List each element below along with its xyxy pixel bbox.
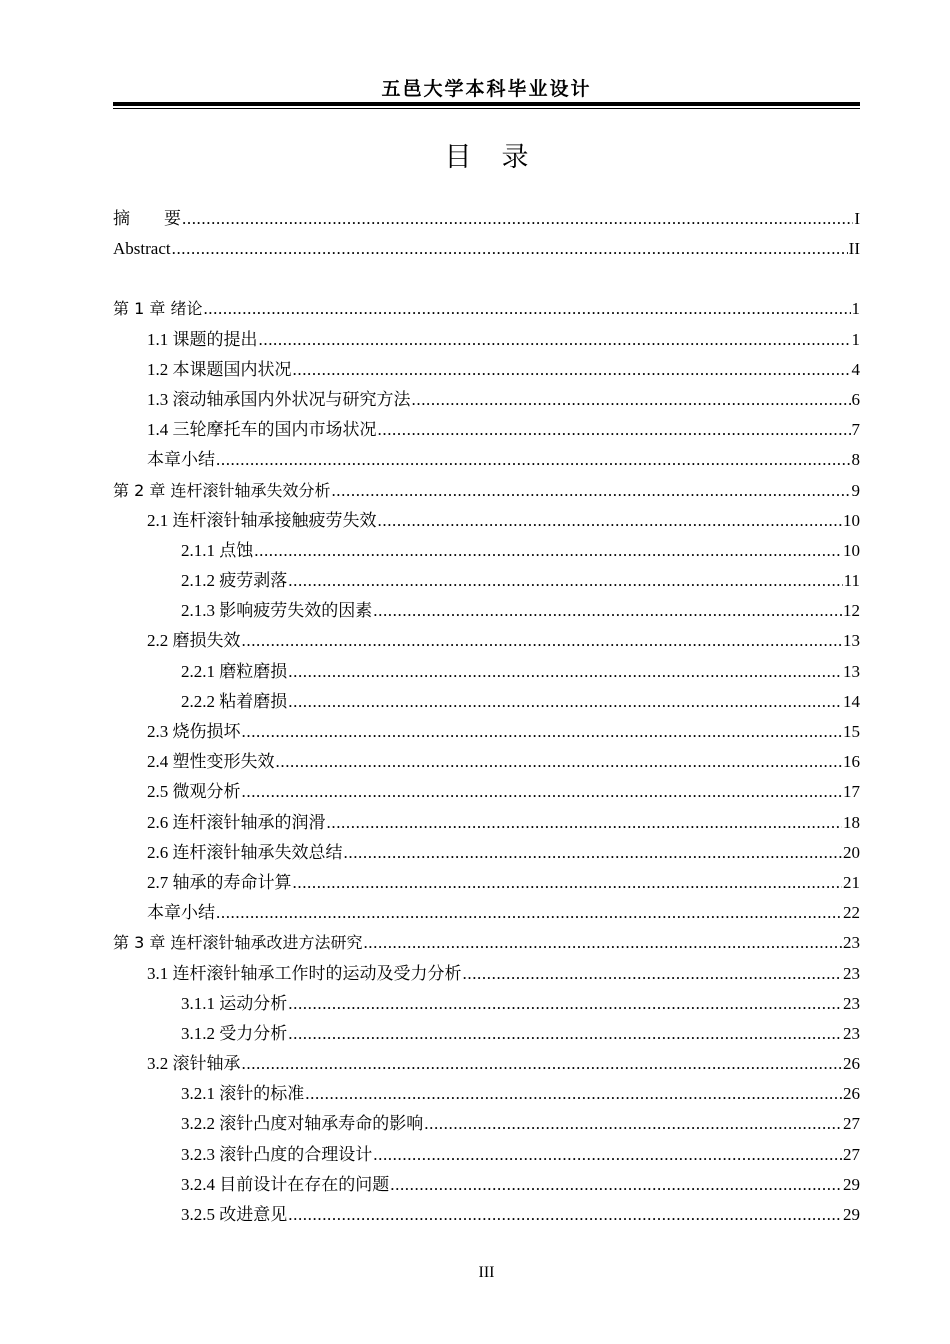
toc-dot-leader	[378, 415, 851, 445]
toc-entry[interactable]	[113, 1109, 860, 1139]
toc-page-number: 8	[851, 450, 860, 470]
toc-entry-title: 2.7 轴承的寿命计算	[147, 872, 292, 892]
toc-entry-title: 2.1.3 影响疲劳失效的因素	[181, 601, 373, 621]
toc-entry-title: 2.1.2 疲劳剥落	[181, 571, 288, 591]
toc-dot-leader	[172, 234, 848, 264]
running-header: 五邑大学本科毕业设计	[381, 78, 592, 100]
toc-dot-leader	[288, 1200, 842, 1230]
toc-entry[interactable]	[113, 234, 860, 264]
toc-dot-leader	[288, 657, 842, 687]
toc-page-number: 29	[843, 1174, 860, 1194]
toc-page-number: 6	[851, 389, 860, 409]
toc-dot-leader	[305, 1079, 842, 1109]
header-rule-thick	[113, 102, 860, 106]
toc-entry-title: 3.2.5 改进意见	[181, 1205, 288, 1224]
toc-dot-leader	[259, 325, 851, 355]
toc-dot-leader	[242, 717, 843, 747]
header-rule-thin	[113, 108, 860, 109]
toc-page-number: 10	[843, 540, 860, 560]
toc-entry-title: 第 3 章 连杆滚针轴承改进方法研究	[113, 933, 363, 953]
toc-entry-title: 第 2 章 连杆滚针轴承失效分析	[113, 480, 331, 500]
toc-entry[interactable]	[113, 1170, 860, 1200]
toc-entry-title: 3.2.1 滚针的标准	[181, 1084, 305, 1104]
toc-entry-title: 2.2.2 粘着磨损	[181, 691, 288, 711]
toc-entry[interactable]	[113, 959, 860, 989]
toc-page-number: 27	[843, 1114, 860, 1134]
toc-entry[interactable]	[113, 989, 860, 1019]
toc-dot-leader	[288, 1019, 842, 1049]
toc-page-number: 26	[843, 1084, 860, 1104]
toc-dot-leader	[424, 1109, 842, 1139]
toc-entry[interactable]	[113, 747, 860, 777]
toc-entry[interactable]	[113, 1140, 860, 1170]
toc-entry-title: 2.6 连杆滚针轴承的润滑	[147, 812, 326, 832]
toc-dot-leader	[242, 777, 843, 807]
toc-entry[interactable]	[113, 657, 860, 687]
toc-entry-title: 第 1 章 绪论	[113, 299, 203, 319]
toc-chapter-entry[interactable]	[113, 294, 860, 324]
toc-page-number: 7	[851, 420, 860, 440]
toc-entry-title: 2.1.1 点蚀	[181, 540, 254, 560]
toc-entry-title: 摘 要	[113, 209, 181, 228]
toc-dot-leader	[288, 687, 842, 717]
toc-dot-leader	[363, 928, 842, 958]
toc-entry[interactable]	[113, 1019, 860, 1049]
toc-page-number: 21	[843, 872, 860, 892]
toc-entry-title: 2.2 磨损失效	[147, 631, 241, 651]
toc-entry[interactable]	[113, 445, 860, 475]
toc-dot-leader	[242, 626, 843, 656]
toc-entry-title: 1.4 三轮摩托车的国内市场状况	[147, 420, 377, 440]
toc-page-number: 13	[843, 661, 860, 681]
toc-dot-leader	[390, 1170, 842, 1200]
toc-page-number: II	[848, 239, 860, 259]
toc-entry-title: 本章小结	[147, 903, 215, 923]
toc-dot-leader	[288, 989, 842, 1019]
table-of-contents	[113, 204, 860, 1230]
toc-dot-leader	[412, 385, 851, 415]
toc-page-number: 23	[843, 993, 860, 1013]
toc-entry-title: 3.2.3 滚针凸度的合理设计	[181, 1144, 373, 1164]
toc-page-number: 23	[843, 933, 860, 953]
toc-page-number: 9	[851, 480, 860, 500]
toc-dot-leader	[344, 838, 843, 868]
toc-page-number: 1	[851, 329, 860, 349]
toc-dot-leader	[293, 355, 851, 385]
toc-page-number: 12	[843, 601, 860, 621]
toc-page-number: 22	[843, 903, 860, 923]
toc-entry[interactable]	[113, 777, 860, 807]
toc-entry[interactable]	[113, 808, 860, 838]
toc-entry-title: 2.5 微观分析	[147, 782, 241, 802]
toc-entry-title: 3.2 滚针轴承	[147, 1054, 241, 1074]
toc-page-number: 15	[843, 722, 860, 741]
toc-entry[interactable]	[113, 415, 860, 445]
toc-dot-leader	[373, 596, 842, 626]
toc-entry[interactable]	[113, 566, 860, 596]
toc-entry-title: 1.3 滚动轴承国内外状况与研究方法	[147, 389, 411, 409]
toc-entry[interactable]	[113, 1049, 860, 1079]
toc-dot-leader	[276, 747, 843, 777]
toc-dot-leader	[373, 1140, 842, 1170]
toc-page-number: 13	[843, 631, 860, 651]
toc-page-number: 14	[843, 691, 860, 711]
toc-dot-leader	[463, 959, 843, 989]
toc-page-number: 20	[843, 842, 860, 862]
toc-entry[interactable]	[113, 717, 860, 747]
toc-entry[interactable]	[113, 536, 860, 566]
toc-dot-leader	[331, 476, 850, 506]
toc-chapter-entry[interactable]	[113, 476, 860, 506]
toc-dot-leader	[242, 1049, 843, 1079]
toc-entry-title: 本章小结	[147, 450, 215, 470]
toc-entry-title: 3.1 连杆滚针轴承工作时的运动及受力分析	[147, 963, 462, 983]
toc-entry-title: 3.1.2 受力分析	[181, 1023, 288, 1043]
toc-dot-leader	[216, 445, 851, 475]
toc-entry-title: 3.1.1 运动分析	[181, 993, 288, 1013]
toc-entry[interactable]	[113, 385, 860, 415]
toc-page-number: 23	[843, 1023, 860, 1043]
toc-page-number: 23	[843, 963, 860, 983]
toc-entry[interactable]	[113, 506, 860, 536]
toc-page-number: 11	[843, 571, 860, 591]
toc-entry[interactable]	[113, 898, 860, 928]
toc-page-number: 26	[843, 1054, 860, 1074]
page-number: III	[478, 1264, 495, 1281]
toc-dot-leader	[288, 566, 842, 596]
toc-entry[interactable]	[113, 626, 860, 656]
toc-entry-title: 2.1 连杆滚针轴承接触疲劳失效	[147, 510, 377, 530]
toc-entry[interactable]	[113, 204, 860, 234]
toc-entry[interactable]	[113, 687, 860, 717]
toc-entry-title: 1.2 本课题国内状况	[147, 359, 292, 379]
toc-page-number: 1	[851, 299, 860, 319]
toc-entry-title: 2.4 塑性变形失效	[147, 752, 275, 772]
toc-entry-title: 2.3 烧伤损坏	[147, 722, 241, 741]
toc-entry[interactable]	[113, 1200, 860, 1230]
toc-entry[interactable]	[113, 868, 860, 898]
toc-dot-leader	[203, 294, 850, 324]
toc-entry-title: 3.2.4 目前设计在存在的问题	[181, 1174, 390, 1194]
toc-page-number: I	[854, 209, 860, 228]
toc-dot-leader	[216, 898, 842, 928]
toc-page-number: 16	[843, 752, 860, 772]
toc-entry[interactable]	[113, 355, 860, 385]
toc-dot-leader	[327, 808, 843, 838]
toc-entry-title: 1.1 课题的提出	[147, 329, 258, 349]
toc-page-number: 17	[843, 782, 860, 802]
toc-entry-title: 3.2.2 滚针凸度对轴承寿命的影响	[181, 1114, 424, 1134]
toc-dot-leader	[182, 204, 853, 234]
toc-entry-title: 2.6 连杆滚针轴承失效总结	[147, 842, 343, 862]
toc-entry[interactable]	[113, 1079, 860, 1109]
toc-entry[interactable]	[113, 325, 860, 355]
toc-page-number: 18	[843, 812, 860, 832]
toc-dot-leader	[378, 506, 843, 536]
toc-page-number: 10	[843, 510, 860, 530]
toc-entry[interactable]	[113, 838, 860, 868]
toc-dot-leader	[293, 868, 843, 898]
toc-entry-title: 2.2.1 磨粒磨损	[181, 661, 288, 681]
toc-page-number: 4	[851, 359, 860, 379]
toc-title: 目录	[444, 142, 559, 173]
toc-page-number: 27	[843, 1144, 860, 1164]
toc-entry[interactable]	[113, 596, 860, 626]
toc-chapter-entry[interactable]	[113, 928, 860, 958]
toc-dot-leader	[254, 536, 842, 566]
toc-entry-title: Abstract	[113, 239, 171, 259]
toc-page-number: 29	[843, 1205, 860, 1224]
